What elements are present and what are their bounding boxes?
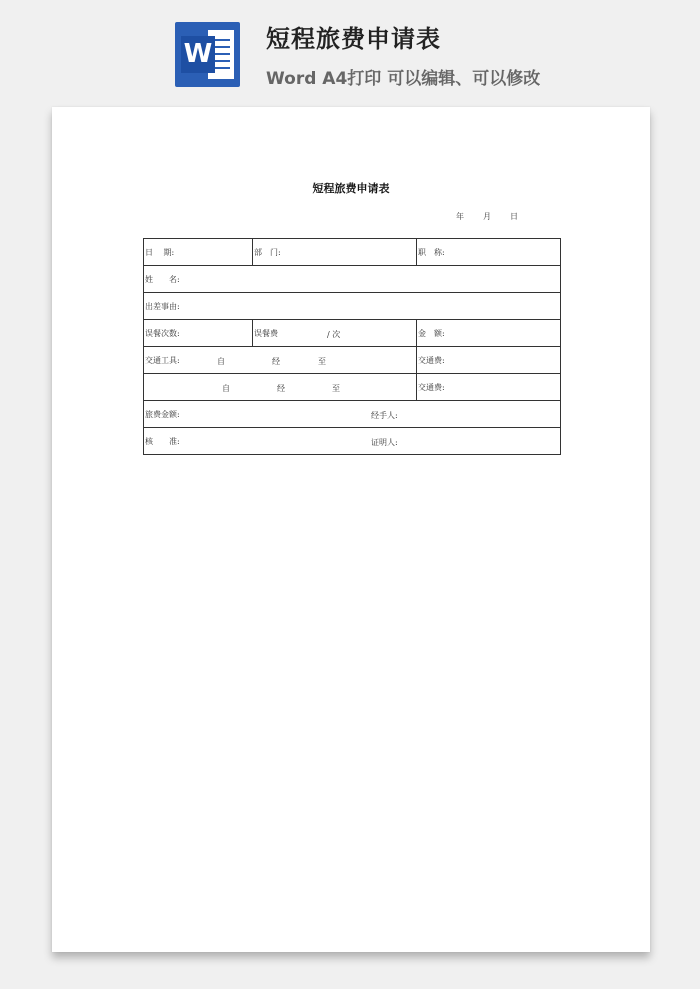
word-icon-letter: W xyxy=(181,36,215,73)
dept-cell[interactable] xyxy=(253,239,417,266)
date-month: 月 xyxy=(483,212,491,221)
reason-cell[interactable] xyxy=(144,293,561,320)
name-cell[interactable] xyxy=(144,266,561,293)
page-subtitle: Word A4打印 可以编辑、可以修改 xyxy=(266,69,541,89)
to-label: 至 xyxy=(318,357,326,366)
meal-count-label: 误餐次数: xyxy=(145,328,180,338)
handler-label: 经手人: xyxy=(371,411,398,420)
amount-cell[interactable] xyxy=(417,320,561,347)
to-label: 至 xyxy=(332,384,340,393)
table-row xyxy=(144,401,561,428)
table-row xyxy=(144,239,561,266)
table-row xyxy=(144,266,561,293)
fare-label: 交通费: xyxy=(418,382,445,392)
word-icon xyxy=(175,22,240,87)
date-year: 年 xyxy=(456,212,464,221)
meal-fee-cell[interactable] xyxy=(253,320,417,347)
approve-label: 核 准: xyxy=(145,436,180,446)
amount-label: 金 额: xyxy=(418,328,445,338)
table-row xyxy=(144,347,561,374)
table-row xyxy=(144,293,561,320)
table-row xyxy=(144,320,561,347)
name-label: 姓 名: xyxy=(145,274,180,284)
fare-cell[interactable] xyxy=(417,347,561,374)
route-cell[interactable] xyxy=(144,374,417,401)
date-cell[interactable] xyxy=(144,239,253,266)
page-title: 短程旅费申请表 xyxy=(266,25,441,53)
document-page xyxy=(52,107,650,952)
transport-cell[interactable] xyxy=(144,347,417,374)
meal-fee-label: 误餐费 xyxy=(254,328,278,338)
meal-count-cell[interactable] xyxy=(144,320,253,347)
from-label: 自 xyxy=(222,384,230,393)
application-form-table xyxy=(143,238,561,455)
position-label: 职 称: xyxy=(418,247,445,257)
approve-cell[interactable] xyxy=(144,428,561,455)
per-time-label: / 次 xyxy=(327,330,341,339)
dept-label: 部 门: xyxy=(254,247,281,257)
transport-label: 交通工具: xyxy=(145,355,180,365)
position-cell[interactable] xyxy=(417,239,561,266)
fare-cell[interactable] xyxy=(417,374,561,401)
from-label: 自 xyxy=(217,357,225,366)
date-label: 日 期: xyxy=(145,247,175,257)
witness-label: 证明人: xyxy=(371,438,398,447)
total-cell[interactable] xyxy=(144,401,561,428)
table-row xyxy=(144,374,561,401)
via-label: 经 xyxy=(272,357,280,366)
via-label: 经 xyxy=(277,384,285,393)
table-row xyxy=(144,428,561,455)
fare-label: 交通费: xyxy=(418,355,445,365)
date-day: 日 xyxy=(510,212,518,221)
total-label: 旅费金额: xyxy=(145,409,180,419)
reason-label: 出差事由: xyxy=(145,301,180,311)
document-header xyxy=(0,0,700,100)
document-title: 短程旅费申请表 xyxy=(312,182,390,195)
